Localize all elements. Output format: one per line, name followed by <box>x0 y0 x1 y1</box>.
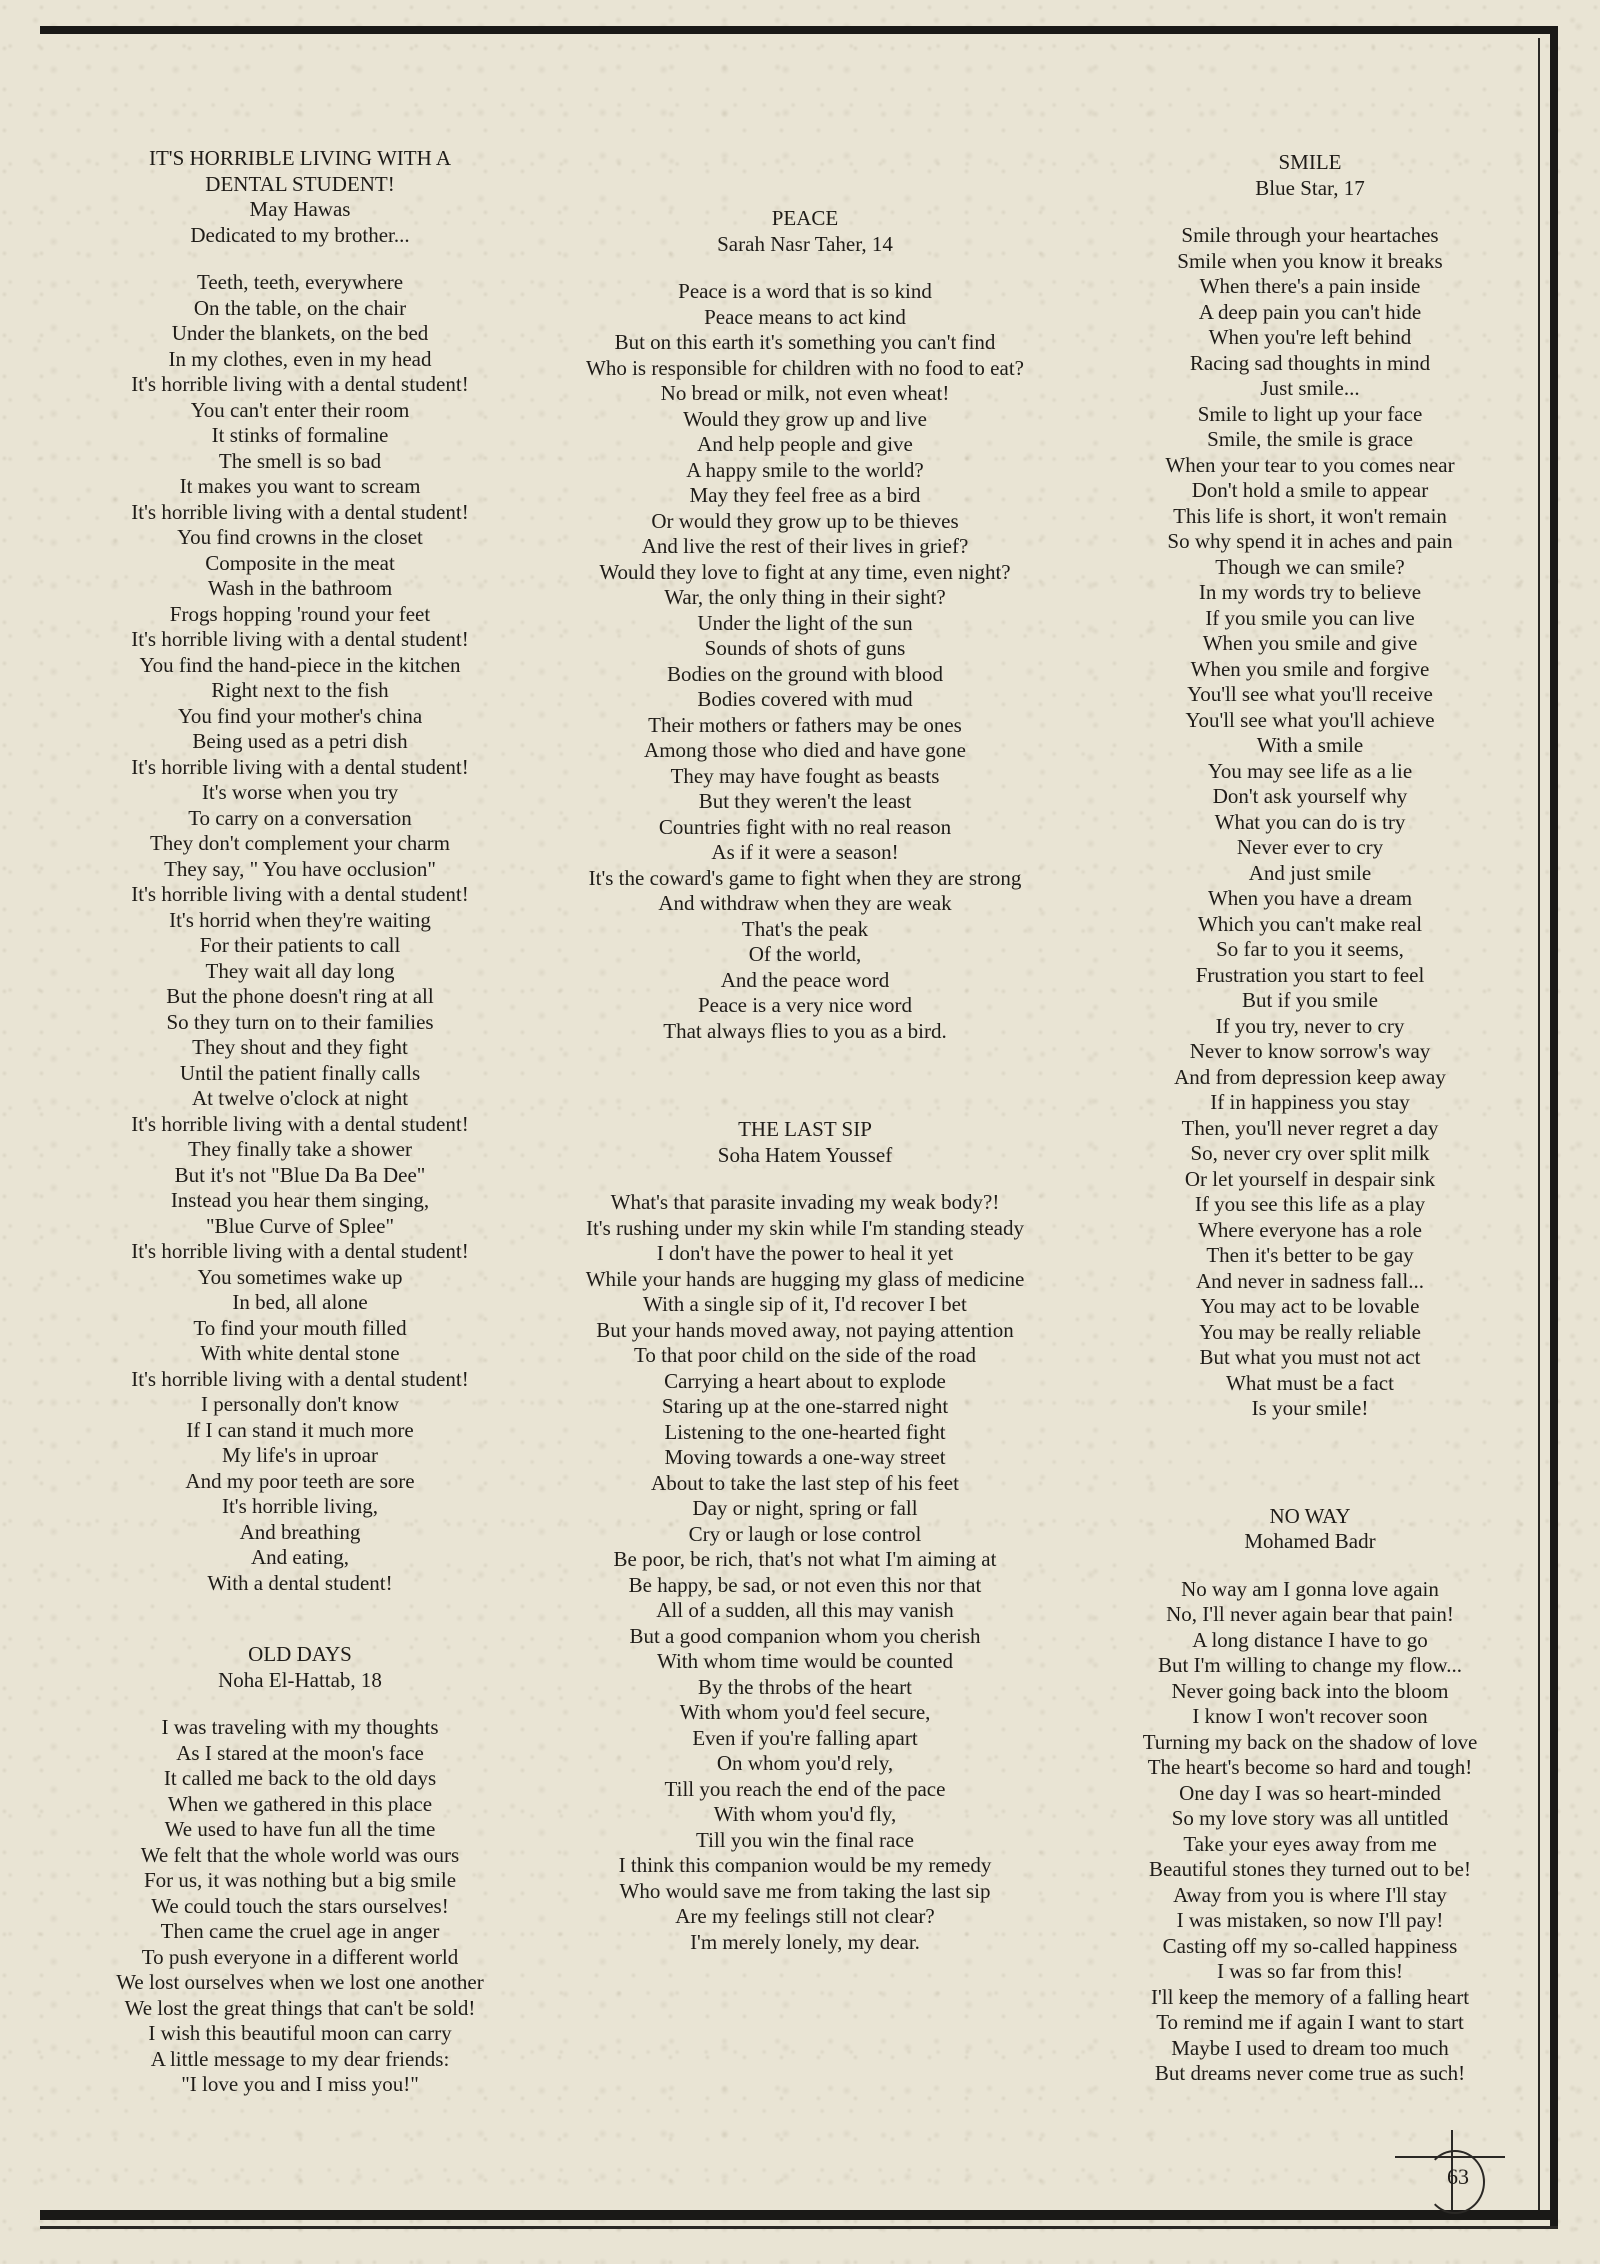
poem-dedication: Dedicated to my brother... <box>190 222 410 247</box>
poem-line: Carrying a heart about to explode <box>664 1368 946 1393</box>
poem-line: Would they love to fight at any time, even night? <box>599 559 1011 584</box>
poem-line: And live the rest of their lives in grief? <box>641 534 969 558</box>
poem-line: No bread or milk, not even wheat! <box>660 381 950 405</box>
poem-line: A deep pain you can't hide <box>1198 299 1422 324</box>
poem-line: On whom you'd rely, <box>716 1751 894 1775</box>
poem-line: It's horrible living with a dental student! <box>131 499 469 524</box>
poem-line: And withdraw when they are weak <box>658 891 952 915</box>
poem-body <box>60 1715 540 2098</box>
poem-line: With a dental student! <box>207 1570 393 1595</box>
poem-line: And the peace word <box>720 967 890 992</box>
poem-line: They may have fought as beasts <box>670 763 940 788</box>
poem-line: Or would they grow up to be thieves <box>651 508 959 533</box>
poem <box>60 1642 540 2098</box>
poem-line: Maybe I used to dream too much <box>1171 2035 1449 2060</box>
poem-separator <box>60 1596 540 1642</box>
page-border-bottom <box>40 2210 1558 2220</box>
poem-line: When we gathered in this place <box>167 1791 433 1816</box>
poem-title: DENTAL STUDENT! <box>205 171 395 196</box>
poem-line: Smile through your heartaches <box>1181 223 1439 247</box>
poem-line: That always flies to you as a bird. <box>663 1018 947 1043</box>
poem-line: Who is responsible for children with no food to eat? <box>586 355 1024 380</box>
poem-line: Never to know sorrow's way <box>1189 1039 1431 1063</box>
poem-line: To remind me if again I want to start <box>1156 2010 1464 2034</box>
poem-line: You find the hand-piece in the kitchen <box>139 652 461 677</box>
poem-line: We lost the great things that can't be sold! <box>124 1995 476 2020</box>
poem-line: It's horrible living with a dental student! <box>131 372 469 396</box>
poem-line: In my words try to believe <box>1198 580 1422 604</box>
poem-line: If you see this life as a play <box>1194 1192 1426 1216</box>
poem-line: To that poor child on the side of the road <box>633 1343 977 1367</box>
poem-line: No, I'll never again bear that pain! <box>1166 1602 1454 1626</box>
poem-line: If you smile you can live <box>1205 605 1415 630</box>
poem-line: Then came the cruel age in anger <box>160 1919 440 1943</box>
poem-line: But a good companion whom you cherish <box>629 1623 981 1648</box>
poem-line: Till you reach the end of the pace <box>664 1776 946 1801</box>
poem-body <box>1090 1577 1530 2087</box>
poem-line: May they feel free as a bird <box>689 483 921 507</box>
poem-line: "Blue Curve of Splee" <box>205 1213 395 1238</box>
poem-line: But what you must not act <box>1199 1345 1421 1369</box>
poem-line: On the table, on the chair <box>193 295 407 320</box>
poem-line: So they turn on to their families <box>166 1009 434 1034</box>
poem-body <box>535 1190 1075 1955</box>
poem-line: You can't enter their room <box>190 397 410 422</box>
left-column <box>60 146 540 2098</box>
poem-line: So why spend it in aches and pain <box>1167 529 1453 553</box>
poem-line: Then it's better to be gay <box>1206 1243 1414 1267</box>
poem-line: So far to you it seems, <box>1216 937 1404 961</box>
poem-line: It's horrible living with a dental student! <box>131 1366 469 1391</box>
poem-line: It's the coward's game to fight when they are strong <box>588 865 1022 890</box>
poem-line: It's horrible living with a dental student! <box>131 627 469 651</box>
poem-line: Be happy, be sad, or not even this nor that <box>628 1572 982 1597</box>
poem-line: I know I won't recover soon <box>1192 1704 1428 1728</box>
poem-line: When you're left behind <box>1208 325 1412 349</box>
poem-line: A long distance I have to go <box>1192 1627 1428 1652</box>
poem-line: To carry on a conversation <box>188 805 412 830</box>
poem-line: It's horrible living with a dental student! <box>131 1111 469 1136</box>
poem-body <box>1090 223 1530 1422</box>
poem-line: It's horrible living with a dental student! <box>131 754 469 779</box>
poem-line: With a smile <box>1256 733 1364 757</box>
poem-line: You find your mother's china <box>177 703 423 728</box>
poem-line: Away from you is where I'll stay <box>1173 1882 1447 1907</box>
poem-title: SMILE <box>1278 150 1342 174</box>
poem-line: And just smile <box>1248 860 1372 885</box>
poem-line: Their mothers or fathers may be ones <box>648 712 962 737</box>
poem-line: Who would save me from taking the last sip <box>619 1878 991 1903</box>
poem-body <box>535 279 1075 1044</box>
poem-line: Sounds of shots of guns <box>704 636 906 660</box>
poem-line: I wish this beautiful moon can carry <box>148 2021 452 2045</box>
poem-line: Smile, the smile is grace <box>1207 427 1413 451</box>
page-border-right <box>1550 26 1558 2226</box>
poem-line: And never in sadness fall... <box>1195 1268 1425 1293</box>
poem-line: If I can stand it much more <box>186 1417 414 1442</box>
poem-line: Though we can smile? <box>1215 554 1405 579</box>
poem-line: Turning my back on the shadow of love <box>1142 1729 1478 1754</box>
poem-title: PEACE <box>771 206 839 230</box>
poem-line: Where everyone has a role <box>1198 1217 1422 1242</box>
poem <box>535 1117 1075 1955</box>
poem-line: It's horrible living, <box>221 1494 378 1518</box>
poem-line: And help people and give <box>697 432 913 456</box>
poem-line: Instead you hear them singing, <box>170 1188 430 1212</box>
poem-line: I was mistaken, so now I'll pay! <box>1176 1908 1444 1932</box>
poem-line: Just smile... <box>1260 376 1360 400</box>
poem-line: They wait all day long <box>205 958 395 983</box>
poem-line: Peace means to act kind <box>704 304 906 329</box>
poem-line: It makes you want to scream <box>179 474 421 498</box>
poem-line: We used to have fun all the time <box>164 1817 436 1841</box>
poem-line: Beautiful stones they turned out to be! <box>1149 1857 1471 1881</box>
poem-line: We could touch the stars ourselves! <box>151 1893 449 1918</box>
poem-line: It's horrible living with a dental student! <box>131 882 469 906</box>
poem-title: THE LAST SIP <box>738 1117 872 1141</box>
poem-line: When you smile and forgive <box>1190 656 1430 681</box>
poem-separator <box>1090 1422 1530 1504</box>
poem-line: When there's a pain inside <box>1199 274 1421 298</box>
poem-line: By the throbs of the heart <box>697 1674 913 1699</box>
poem-line: In bed, all alone <box>232 1290 368 1314</box>
poem-line: Bodies covered with mud <box>697 687 913 711</box>
poem-line: Being used as a petri dish <box>192 729 408 753</box>
poem-line: I'll keep the memory of a falling heart <box>1150 1984 1470 2009</box>
poem-line: A little message to my dear friends: <box>150 2046 450 2071</box>
poem-line: Under the light of the sun <box>697 610 913 635</box>
poem-line: One day I was so heart-minded <box>1179 1780 1441 1805</box>
poem-line: But I'm willing to change my flow... <box>1158 1653 1462 1677</box>
poem-line: But the phone doesn't ring at all <box>166 984 434 1008</box>
poem-line: Are my feelings still not clear? <box>675 1904 935 1928</box>
poem-line: With a single sip of it, I'd recover I bet <box>643 1292 967 1316</box>
poem-line: At twelve o'clock at night <box>191 1086 409 1110</box>
poem-line: If you try, never to cry <box>1215 1013 1405 1038</box>
poem-line: If in happiness you stay <box>1210 1090 1410 1114</box>
poem-line: In my clothes, even in my head <box>168 346 432 371</box>
poem-line: As I stared at the moon's face <box>176 1740 424 1765</box>
poem-line: But dreams never come true as such! <box>1154 2061 1466 2085</box>
poem-line: They shout and they fight <box>192 1035 408 1059</box>
poem-line: Would they grow up and live <box>683 406 927 431</box>
poem-line: To push everyone in a different world <box>141 1944 459 1969</box>
poem-line: For us, it was nothing but a big smile <box>143 1868 457 1892</box>
poem-line: Composite in the meat <box>205 550 395 575</box>
poem-line: My life's in uproar <box>221 1443 378 1467</box>
poem-line: Wash in the bathroom <box>207 576 393 600</box>
poem-line: Bodies on the ground with blood <box>667 661 943 686</box>
poem-line: This life is short, it won't remain <box>1173 503 1447 528</box>
poem-line: Until the patient finally calls <box>179 1060 421 1085</box>
poem-line: I don't have the power to heal it yet <box>656 1241 954 1265</box>
poem-line: Till you win the final race <box>696 1827 914 1852</box>
poem-line: And from depression keep away <box>1174 1064 1446 1089</box>
poem-line: When you smile and give <box>1202 631 1418 655</box>
poem <box>535 206 1075 1044</box>
poem-line: We lost ourselves when we lost one another <box>116 1970 484 1994</box>
poem-line: Is your smile! <box>1251 1396 1369 1420</box>
poem-author: Soha Hatem Youssef <box>717 1142 893 1167</box>
poem-line: You may be really reliable <box>1199 1319 1421 1344</box>
page-number-ornament <box>1395 2130 1515 2210</box>
poem <box>1090 1504 1530 2087</box>
poem-line: Or let yourself in despair sink <box>1184 1166 1436 1191</box>
poem-line: It's horrible living with a dental student! <box>131 1239 469 1263</box>
poem-line: No way am I gonna love again <box>1181 1576 1439 1601</box>
poem-line: Don't ask yourself why <box>1212 784 1408 808</box>
poem-line: Even if you're falling apart <box>692 1725 918 1750</box>
poem-line: Under the blankets, on the bed <box>171 321 429 345</box>
poem-line: Casting off my so-called happiness <box>1162 1933 1458 1958</box>
poem-line: Moving towards a one-way street <box>664 1445 946 1469</box>
poem-author: Mohamed Badr <box>1244 1529 1376 1553</box>
poem-line: Listening to the one-hearted fight <box>664 1419 946 1444</box>
poem-line: Be poor, be rich, that's not what I'm aiming at <box>613 1547 997 1571</box>
poem-line: It's rushing under my skin while I'm standing steady <box>585 1215 1025 1240</box>
page-border-right-inner <box>1538 38 1540 2214</box>
poem-separator <box>535 1044 1075 1117</box>
poem-author: May Hawas <box>249 197 351 221</box>
poem-line: With whom you'd fly, <box>713 1802 897 1826</box>
poem-body <box>60 270 540 1596</box>
poem-line: Frustration you start to feel <box>1195 962 1425 987</box>
poem-line: Peace is a very nice word <box>698 993 912 1017</box>
poem-line: The heart's become so hard and tough! <box>1147 1755 1473 1779</box>
poem-line: You may act to be lovable <box>1200 1294 1420 1318</box>
poem-line: I was traveling with my thoughts <box>161 1715 439 1739</box>
poem-line: Cry or laugh or lose control <box>688 1521 922 1546</box>
poem-line: What you can do is try <box>1214 809 1406 834</box>
poem <box>1090 150 1530 1422</box>
middle-column <box>535 206 1075 1955</box>
poem-line: But on this earth it's something you can't find <box>614 330 996 354</box>
poem-author: Blue Star, 17 <box>1255 175 1365 200</box>
poem-line: With whom time would be counted <box>656 1649 954 1673</box>
poem-line: It called me back to the old days <box>163 1766 437 1790</box>
poem-title: OLD DAYS <box>248 1642 352 1666</box>
poem-line: But if you smile <box>1242 988 1378 1012</box>
poem-line: Day or night, spring or fall <box>692 1496 918 1520</box>
poem-line: Smile to light up your face <box>1197 401 1423 426</box>
poem-line: Of the world, <box>748 942 862 966</box>
poem-line: To find your mouth filled <box>193 1315 407 1340</box>
poem-line: They don't complement your charm <box>149 831 451 855</box>
poem-line: With whom you'd feel secure, <box>679 1700 931 1724</box>
poem-line: But they weren't the least <box>698 789 912 813</box>
poem-author: Sarah Nasr Taher, 14 <box>717 231 893 256</box>
poem-line: I was so far from this! <box>1216 1959 1404 1983</box>
poem-title: NO WAY <box>1269 1503 1351 1528</box>
poem-author: Noha El-Hattab, 18 <box>218 1667 382 1692</box>
poem-line: All of a sudden, all this may vanish <box>656 1598 954 1622</box>
poem-line: And breathing <box>239 1519 361 1544</box>
poem-line: What's that parasite invading my weak body?! <box>610 1190 1000 1214</box>
poem-line: Staring up at the one-starred night <box>661 1394 949 1418</box>
right-column <box>1090 150 1530 2087</box>
poem-line: I'm merely lonely, my dear. <box>690 1929 920 1954</box>
poem-line: You find crowns in the closet <box>177 525 423 549</box>
poem-line: Which you can't make real <box>1197 911 1423 936</box>
poem-line: While your hands are hugging my glass of medicine <box>585 1266 1025 1291</box>
poem-line: As if it were a season! <box>711 840 899 864</box>
poem-line: When you have a dream <box>1207 886 1413 910</box>
poem-line: You may see life as a lie <box>1207 758 1413 783</box>
poem-line: War, the only thing in their sight? <box>664 585 946 609</box>
poem-line: So my love story was all untitled <box>1171 1806 1449 1830</box>
poem-line: But it's not "Blue Da Ba Dee" <box>174 1162 426 1187</box>
poem-line: Never going back into the bloom <box>1171 1678 1449 1703</box>
page-number: 63 <box>1447 2164 1469 2189</box>
poem-line: "I love you and I miss you!" <box>181 2072 419 2096</box>
poem-line: Racing sad thoughts in mind <box>1189 350 1431 375</box>
poem-line: Teeth, teeth, everywhere <box>196 270 404 294</box>
poem-line: And my poor teeth are sore <box>185 1468 415 1493</box>
poem-line: The smell is so bad <box>218 448 382 473</box>
poem-title: IT'S HORRIBLE LIVING WITH A <box>148 146 452 170</box>
poem-line: That's the peak <box>741 916 869 941</box>
poem-line: Right next to the fish <box>211 678 389 702</box>
page-border-bottom-inner <box>40 2226 1558 2229</box>
poem-line: You'll see what you'll achieve <box>1185 707 1435 732</box>
poem-line: For their patients to call <box>199 933 401 957</box>
poem-line: It's worse when you try <box>201 780 399 804</box>
poem-line: Then, you'll never regret a day <box>1181 1115 1439 1140</box>
poem-line: It stinks of formaline <box>211 423 389 447</box>
poem-line: And eating, <box>251 1545 349 1569</box>
poem-line: Smile when you know it breaks <box>1177 248 1443 273</box>
poem-line: With white dental stone <box>200 1341 400 1365</box>
poem-line: They finally take a shower <box>188 1137 412 1161</box>
poem-line: Countries fight with no real reason <box>658 814 952 839</box>
poem <box>60 146 540 1596</box>
page-border-top <box>40 26 1558 34</box>
poem-line: A happy smile to the world? <box>686 457 924 482</box>
poem-line: We felt that the whole world was ours <box>140 1842 460 1867</box>
poem-line: What must be a fact <box>1226 1370 1394 1395</box>
poem-line: Don't hold a smile to appear <box>1191 478 1429 502</box>
poem-line: I think this companion would be my remedy <box>618 1853 992 1877</box>
poem-line: Among those who died and have gone <box>644 738 966 762</box>
poem-line: Peace is a word that is so kind <box>678 279 932 303</box>
poem-line: Take your eyes away from me <box>1183 1831 1437 1856</box>
poem-line: You'll see what you'll receive <box>1187 682 1433 706</box>
poem-line: So, never cry over split milk <box>1190 1141 1430 1165</box>
poem-line: But your hands moved away, not paying attention <box>596 1317 1014 1342</box>
poem-line: You sometimes wake up <box>197 1264 403 1289</box>
poem-line: I personally don't know <box>200 1392 399 1416</box>
poem-line: About to take the last step of his feet <box>651 1470 959 1495</box>
poem-line: They say, " You have occlusion" <box>164 856 436 881</box>
poem-line: When your tear to you comes near <box>1165 452 1455 477</box>
poem-line: Never ever to cry <box>1236 835 1384 859</box>
poem-line: Frogs hopping 'round your feet <box>169 601 431 626</box>
poem-line: It's horrid when they're waiting <box>169 907 431 932</box>
